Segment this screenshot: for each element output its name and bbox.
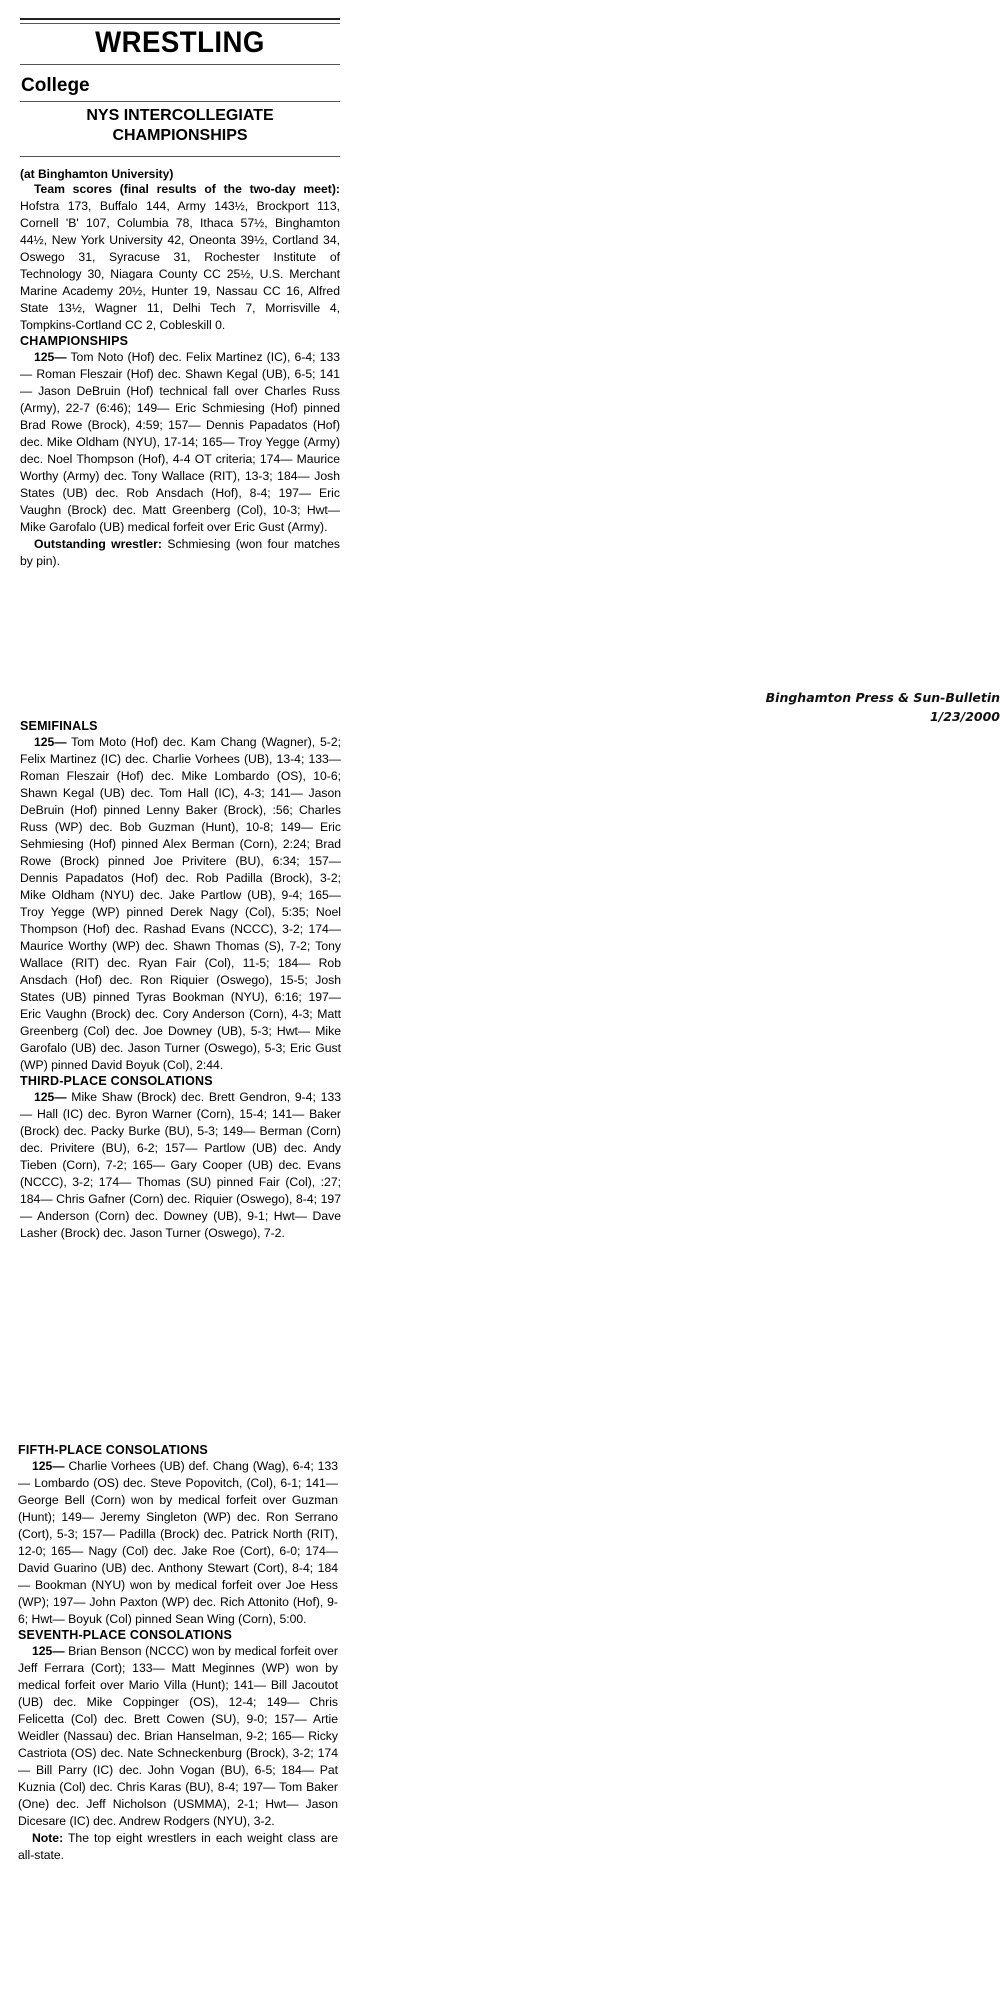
outstanding-text: Schmiesing (won four matches by pin).: [20, 537, 341, 568]
category-title: College: [21, 75, 90, 96]
fifth-place-heading: FIFTH-PLACE CONSOLATIONS: [18, 1443, 208, 1457]
seventh-place-text: Brian Benson (NCCC) won by medical forfeit over Jeff Ferrara (Cort); 133— Matt Meginnes (WP) won by medical forfeit over Mario Villa (Hunt); 141— Bill Jacoutot (UB) dec. Mike Coppinger (OS), 12-4; 149— Chris Felicetta (Col) dec. Brett Cowen (SU), 9-0; 157— Artie Weidler (Nassau) dec. Brian Hanselman, 9-2; 165— Ricky Castriota (OS) dec. Nate Schneckenburg (Brock), 3-2; 174— Bill Parry (IC) dec. John Vogan (BU), 6-5; 184— Pat Kuznia (Col) dec. Chris Karas (BU), 8-4; 197— Tom Baker (One) dec. Jeff Nicholson (USMMA), 2-1; Hwt— Jason Dicesare (IC) dec. Andrew Rodgers (NYU), 3-2.: [18, 1644, 338, 1828]
event-rule: [20, 156, 340, 157]
publication-name: Binghamton Press & Sun-Bulletin: [765, 690, 1000, 705]
team-scores-label: Team scores (final results of the two-day meet):: [34, 182, 340, 196]
clipping-column-3: [0, 1433, 348, 1996]
weight-lead: 125—: [34, 735, 67, 749]
seventh-place-results: [18, 1643, 338, 1830]
semifinals-heading: SEMIFINALS: [20, 719, 98, 733]
weight-lead: 125—: [32, 1459, 65, 1473]
source-credit: [700, 688, 1000, 726]
event-title: NYS INTERCOLLEGIATE CHAMPIONSHIPS: [86, 107, 274, 144]
section-title: WRESTLING: [95, 26, 265, 59]
all-state-note: [18, 1830, 338, 1864]
note-label: Note:: [32, 1831, 64, 1845]
outstanding-wrestler: [20, 536, 340, 570]
top-rule-thin: [20, 23, 340, 24]
weight-lead: 125—: [32, 1644, 65, 1658]
championships-text: Tom Noto (Hof) dec. Felix Martinez (IC), 6-4; 133— Roman Fleszair (Hof) dec. Shawn Kegal (UB), 6-5; 141— Jason DeBruin (Hof) technical fall over Charles Russ (Army), 22-7 (6:46); 149— Eric Schmiesing (Hof) pinned Brad Rowe (Brock), 4:59; 157— Dennis Papadatos (Hof) dec. Mike Oldham (NYU), 17-14; 165— Troy Yegge (Army) dec. Noel Thompson (Hof), 4-4 OT criteria; 174— Maurice Worthy (Army) dec. Tony Wallace (RIT), 13-3; 184— Josh States (UB) dec. Rob Ansdach (Hof), 8-4; 197— Eric Vaughn (Brock) dec. Matt Greenberg (Col), 10-3; Hwt— Mike Garofalo (UB) medical forfeit over Eric Gust (Army).: [20, 350, 341, 534]
team-scores: [20, 181, 340, 334]
clipping-column-1: [0, 18, 350, 711]
third-place-heading: THIRD-PLACE CONSOLATIONS: [20, 1074, 213, 1088]
semifinals-text: Tom Moto (Hof) dec. Kam Chang (Wagner), 5-2; Felix Martinez (IC) dec. Charlie Vorhees (UB), 13-4; 133— Roman Fleszair (Hof) dec. Mike Lombardo (OS), 10-6; Shawn Kegal (UB) dec. Tom Hall (IC), 4-3; 141— Jason DeBruin (Hof) pinned Lenny Baker (Brock), :56; Charles Russ (WP) dec. Bob Guzman (Hunt), 10-8; 149— Eric Sehmiesing (Hof) pinned Alex Berman (Corn), 2:24; Brad Rowe (Brock) pinned Joe Privitere (BU), 6:34; 157— Dennis Papadatos (Hof) dec. Rob Padilla (Brock), 3-2; Mike Oldham (NYU) dec. Jake Partlow (UB), 9-4; 165— Troy Yegge (WP) pinned Derek Nagy (Col), 5:35; Noel Thompson (Hof) dec. Rashad Evans (NCCC), 3-2; 174— Maurice Worthy (WP) dec. Shawn Thomas (S), 7-2; Tony Wallace (RIT) dec. Ryan Fair (Col), 11-5; 184— Rob Ansdach (Hof) dec. Ron Riquier (Oswego), 15-5; Josh States (UB) pinned Tyras Bookman (NYU), 6:16; 197— Eric Vaughn (Brock) dec. Cory Anderson (Corn), 4-3; Matt Greenberg (Col) dec. Joe Downey (UB), 5-3; Hwt— Mike Garofalo (UB) dec. Jason Turner (Oswego), 5-3; Eric Gust (WP) pinned David Boyuk (Col), 2:44.: [20, 735, 341, 1072]
fifth-place-results: [18, 1458, 338, 1628]
team-scores-text: Hofstra 173, Buffalo 144, Army 143½, Brockport 113, Cornell 'B' 107, Columbia 78, Ithaca 57½, Binghamton 44½, New York University 42, Oneonta 39½, Cortland 34, Oswego 31, Syracuse 31, Rochester Institute of Technology 30, Niagara County CC 25½, U.S. Merchant Marine Academy 20½, Hunter 19, Nassau CC 16, Alfred State 13½, Wagner 11, Delhi Tech 7, Morrisville 4, Tompkins-Cortland CC 2, Cobleskill 0.: [20, 199, 340, 332]
note-text: The top eight wrestlers in each weight class are all-state.: [18, 1831, 338, 1862]
weight-lead: 125—: [34, 350, 67, 364]
third-place-results: [20, 1089, 341, 1242]
top-rule: [20, 18, 340, 20]
seventh-place-heading: SEVENTH-PLACE CONSOLATIONS: [18, 1628, 233, 1642]
fifth-place-text: Charlie Vorhees (UB) def. Chang (Wag), 6-4; 133— Lombardo (OS) dec. Steve Popovitch, (Col), 6-1; 141— George Bell (Corn) won by medical forfeit over Guzman (Hunt); 149— Jeremy Singleton (WP) dec. Ron Serrano (Cort), 5-3; 157— Padilla (Brock) dec. Patrick North (RIT), 12-0; 165— Nagy (Col) dec. Jake Roe (Cort), 6-0; 174— David Guarino (UB) dec. Anthony Stewart (Cort), 8-4; 184— Bookman (NYU) won by medical forfeit over Joe Hess (WP); 197— John Paxton (WP) dec. Rich Attonito (Hof), 9-6; Hwt— Boyuk (Col) pinned Sean Wing (Corn), 5:00.: [18, 1459, 338, 1626]
category-rule: [20, 101, 340, 102]
third-place-text: Mike Shaw (Brock) dec. Brett Gendron, 9-4; 133— Hall (IC) dec. Byron Warner (Corn), 15-4; 141— Baker (Brock) dec. Packy Burke (BU), 5-3; 149— Berman (Corn) dec. Privitere (BU), 6-2; 157— Partlow (UB) dec. Andy Tieben (Corn), 7-2; 165— Gary Cooper (UB) dec. Evans (NCCC), 3-2; 174— Thomas (SU) pinned Fair (Col), :27; 184— Chris Gafner (Corn) dec. Riquier (Oswego), 8-4; 197— Anderson (Corn) dec. Downey (UB), 9-1; Hwt— Dave Lasher (Brock) dec. Jason Turner (Oswego), 7-2.: [20, 1090, 341, 1240]
publication-date: 1/23/2000: [929, 709, 1000, 724]
outstanding-label: Outstanding wrestler:: [34, 537, 162, 551]
title-rule: [20, 64, 340, 65]
championships-results: [20, 349, 340, 536]
championships-heading: CHAMPIONSHIPS: [20, 334, 129, 348]
semifinals-results: [20, 734, 341, 1074]
weight-lead: 125—: [34, 1090, 67, 1104]
clipping-column-2: [0, 711, 349, 1433]
event-location: (at Binghamton University): [20, 167, 174, 181]
